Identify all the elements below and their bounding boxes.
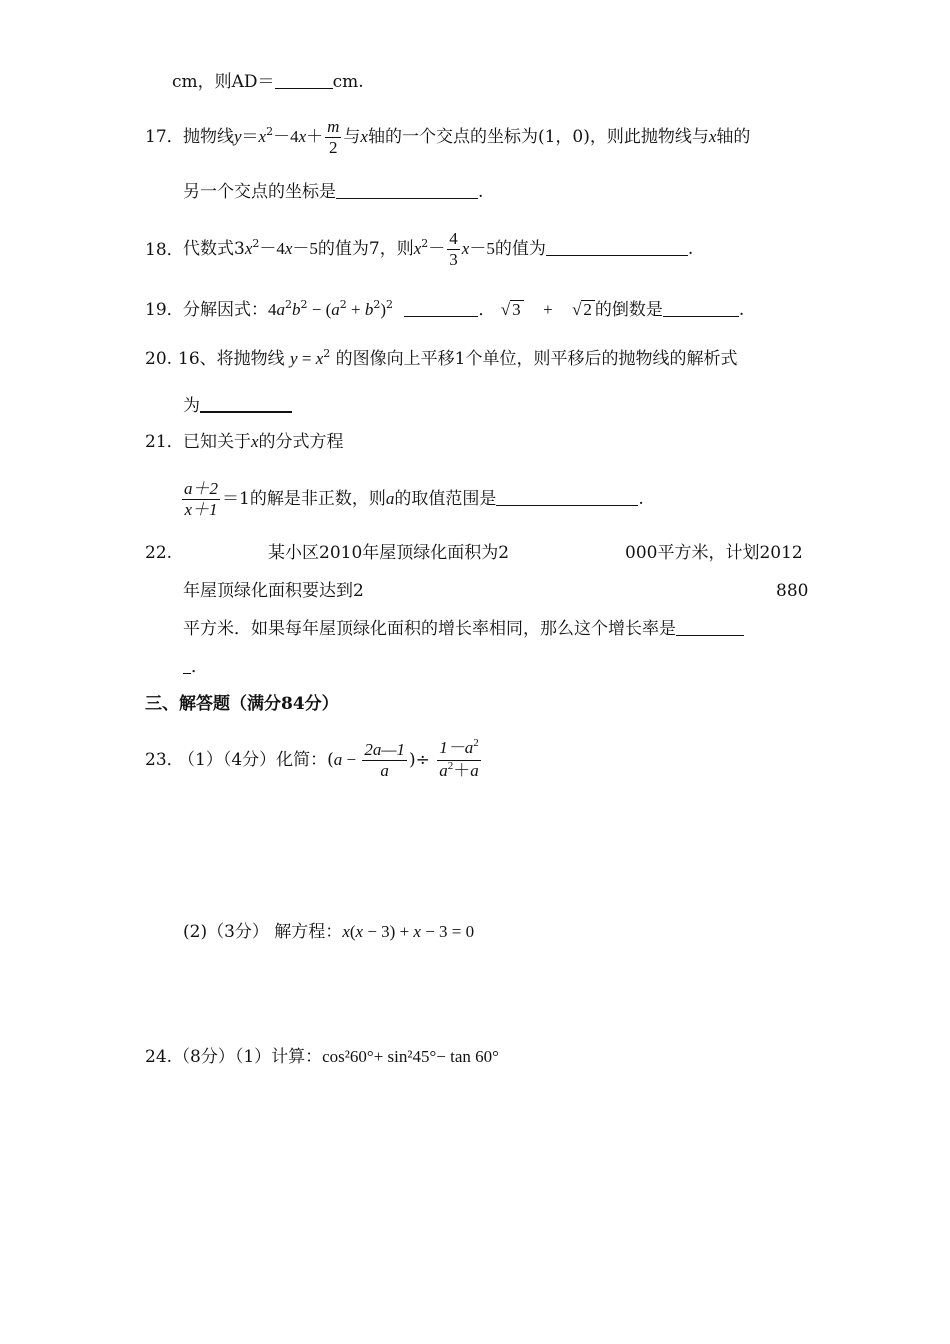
fraction-2a1-over-a: $\frac{2a—1}{a}$ [364,740,405,780]
q20-number: 20. [145,349,173,369]
q22-line4: ． [183,655,208,679]
answer-blank[interactable] [275,70,333,89]
fraction-a2-over-x1: $\frac{a+2}{x+1}$ [184,479,218,519]
q19-line: 分解因式：$4a^2b^2 - (a^2 + b^2)^2$ ． √ 3 + √ 2 的倒数是 . [183,298,745,320]
q18-number: 18． [145,240,184,260]
answer-blank[interactable] [546,237,688,256]
answer-blank[interactable] [336,180,478,199]
answer-blank[interactable] [663,298,739,317]
fraction-1-a2-over-a2-a: $\frac{1-a^2}{a^2+a}$ [437,738,481,783]
q20-line2: 为 [183,393,292,418]
fraction-m-over-2: $\frac{m}{2}$ [327,117,340,157]
q22-text-a: 某小区2010年屋顶绿化面积为2 [268,543,510,563]
sqrt-3: 3 [510,300,524,319]
answer-blank[interactable] [404,298,478,317]
q23-line1: （1）（4分）化简：(a − $\frac{2a—1}{a}$ )÷ $\frac{1-a^2}{a^2+a}$ [178,736,483,784]
fraction-4-over-3: $\frac{4}{3}$ [449,229,458,269]
q17-number: 17． [145,127,184,147]
q22-text-c: 年屋顶绿化面积要达到2 [183,581,364,601]
q24-number: 24. [145,1047,173,1067]
q21-line1: 已知关于x的分式方程 [183,432,344,452]
section-heading: 三、解答题（满分84分） [145,694,339,714]
q21-number: 21． [145,432,184,452]
q22-text-d: 880 [776,581,809,601]
q23-number: 23． [145,750,184,770]
sqrt-2: 2 [581,300,595,319]
answer-blank[interactable] [200,393,292,413]
q16-tail: cm，则AD＝ cm. [172,72,364,92]
q20-line1: 16、将抛物线 $y = x^2$ 的图像向上平移1个单位，则平移后的抛物线的解析式 [178,347,738,369]
answer-blank-cont[interactable] [183,655,191,674]
answer-blank[interactable] [676,617,744,636]
answer-blank[interactable] [496,487,638,506]
q21-line2: $\frac{a+2}{x+1}$ ＝1的解是非正数，则a的取值范围是 . [184,479,644,519]
q18-line: 代数式$3x^2-4x-5$的值为7，则$x^2-$ $\frac{4}{3}$ x－5的值为 . [183,229,694,269]
q22-line3: 平方米．如果每年屋顶绿化面积的增长率相同，那么这个增长率是 [183,617,744,641]
q22-text-b: 000平方米，计划2012 [625,543,803,563]
q23-part2: (2)（3分） 解方程：x(x − 3) + x − 3 = 0 [183,922,475,942]
q17-line1: 抛物线$y=x^2-4x+$ $\frac{m}{2}$ 与x轴的一个交点的坐标为(1，0)，则此抛物线与x轴的 [183,117,751,157]
q24-line: （8分）（1）计算：cos²60°+ sin²45°− tan 60° [173,1047,499,1067]
q19-number: 19． [145,300,184,320]
q17-line2: 另一个交点的坐标是 . [183,182,484,202]
q22-number: 22. [145,543,173,563]
